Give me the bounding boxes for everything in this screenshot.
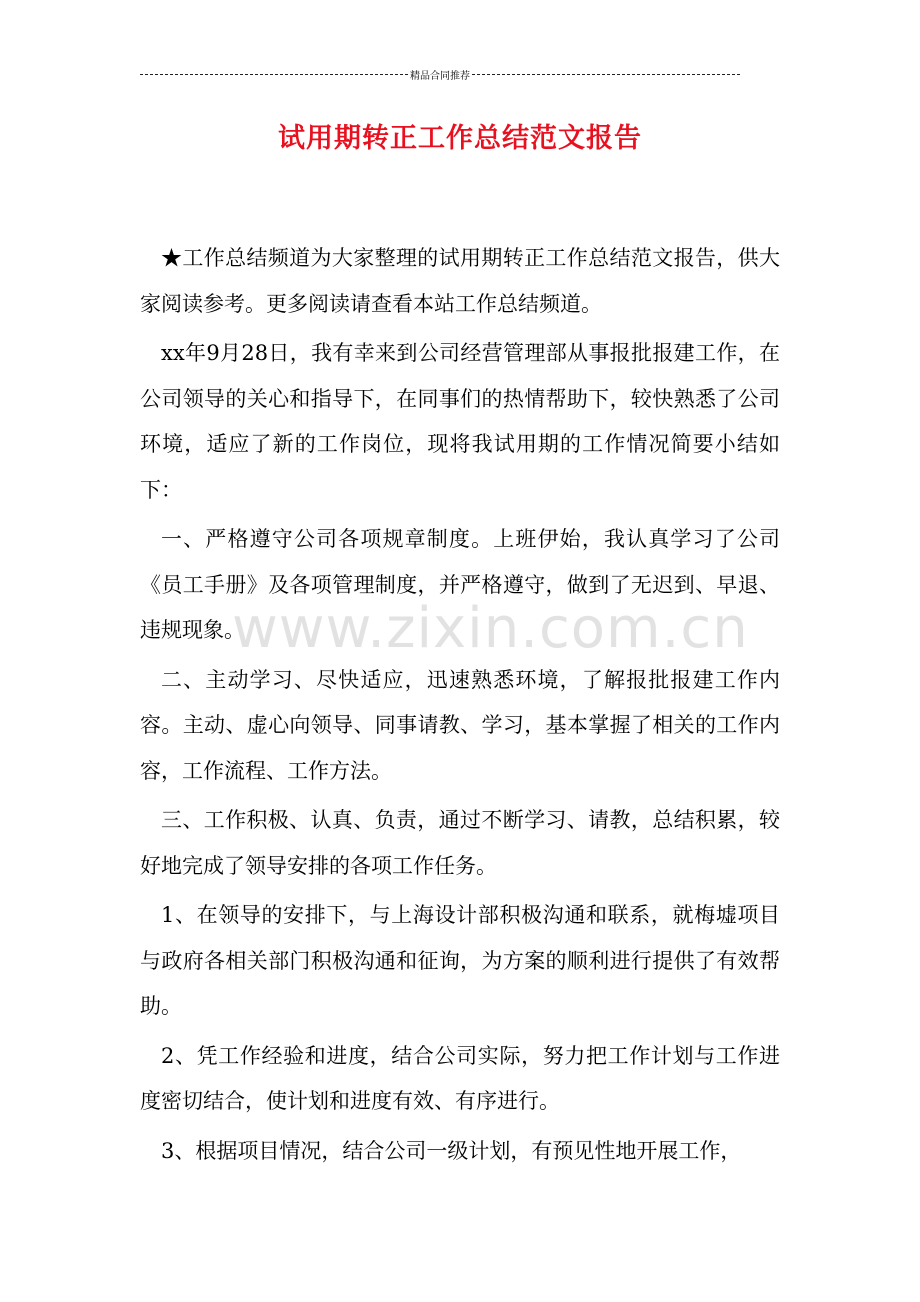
header-label: 精品合同推荐 <box>410 70 470 82</box>
paragraph-section-3: 三、工作积极、认真、负责，通过不断学习、请教，总结积累，较好地完成了领导安排的各项工作任务。 <box>140 808 780 878</box>
header-rule <box>140 67 740 81</box>
document-body <box>140 236 780 1178</box>
document-title: 试用期转正工作总结范文报告 <box>278 123 642 154</box>
watermark: www.zixin.com.cn <box>232 596 749 661</box>
paragraph-opening: xx年9月28日，我有幸来到公司经营管理部从事报批报建工作，在公司领导的关心和指导下，在同事们的热情帮助下，较快熟悉了公司环境，适应了新的工作岗位，现将我试用期的工作情况简要小结如下： <box>140 341 780 502</box>
header-dash-left <box>140 74 408 75</box>
paragraph-item-3: 3、根据项目情况，结合公司一级计划，有预见性地开展工作， <box>161 1138 742 1163</box>
paragraph-item-1: 1、在领导的安排下，与上海设计部积极沟通和联系，就梅墟项目与政府各相关部门积极沟通和征询，为方案的顺利进行提供了有效帮助。 <box>140 903 780 1018</box>
paragraph-section-1: 一、严格遵守公司各项规章制度。上班伊始，我认真学习了公司《员工手册》及各项管理制度，并严格遵守，做到了无迟到、早退、违规现象。 <box>140 527 780 642</box>
paragraph-section-2: 二、主动学习、尽快适应，迅速熟悉环境，了解报批报建工作内容。主动、虚心向领导、同事请教、学习，基本掌握了相关的工作内容，工作流程、工作方法。 <box>140 667 780 783</box>
paragraph-item-2: 2、凭工作经验和进度，结合公司实际，努力把工作计划与工作进度密切结合，使计划和进度有效、有序进行。 <box>140 1043 780 1113</box>
paragraph-intro: ★工作总结频道为大家整理的试用期转正工作总结范文报告，供大家阅读参考。更多阅读请查看本站工作总结频道。 <box>140 246 780 316</box>
header-dash-right <box>472 74 740 75</box>
